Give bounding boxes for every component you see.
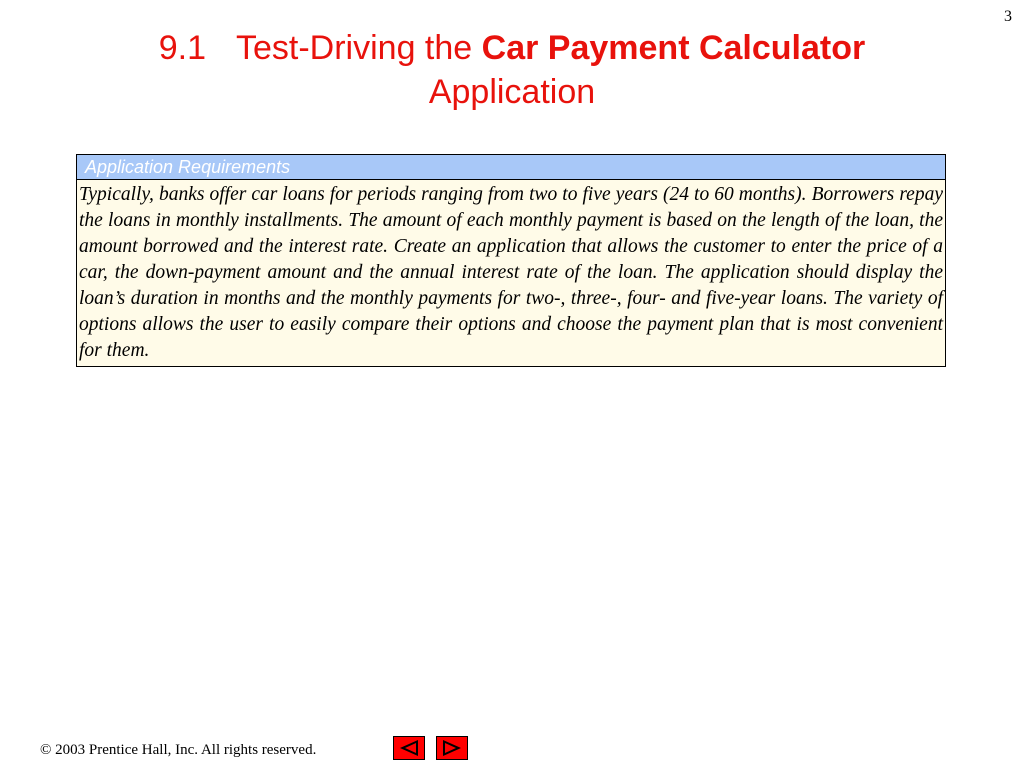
slide-title <box>0 26 1024 114</box>
title-app-name: Car Payment Calculator <box>481 29 866 67</box>
section-number: 9.1 <box>158 29 206 67</box>
title-line-1 <box>0 26 1024 70</box>
arrow-right-icon <box>441 739 463 757</box>
requirements-header: Application Requirements <box>77 155 945 180</box>
page-number: 3 <box>1004 8 1012 25</box>
requirements-text: Typically, banks offer car loans for periods ranging from two to five years (24 to 60 months). Borrowers repay the loans in monthly installments. The amount of each monthly payment is based on the length of the loan, the amount borrowed and the interest rate. Create an application that allows the customer to enter the price of a car, the down-payment amount and the annual interest rate of the loan. The application should display the loan’s duration in months and the monthly payments for two-, three-, four- and five-year loans. The variety of options allows the user to easily compare their options and choose the payment plan that is most convenient for them. <box>79 184 943 361</box>
arrow-left-icon <box>398 739 420 757</box>
title-prefix: Test-Driving the <box>236 29 473 67</box>
requirements-box <box>76 154 946 367</box>
title-line-2: Application <box>428 73 596 111</box>
copyright-notice: © 2003 Prentice Hall, Inc. All rights reserved. <box>40 742 317 758</box>
previous-slide-button[interactable] <box>393 736 425 760</box>
next-slide-button[interactable] <box>436 736 468 760</box>
